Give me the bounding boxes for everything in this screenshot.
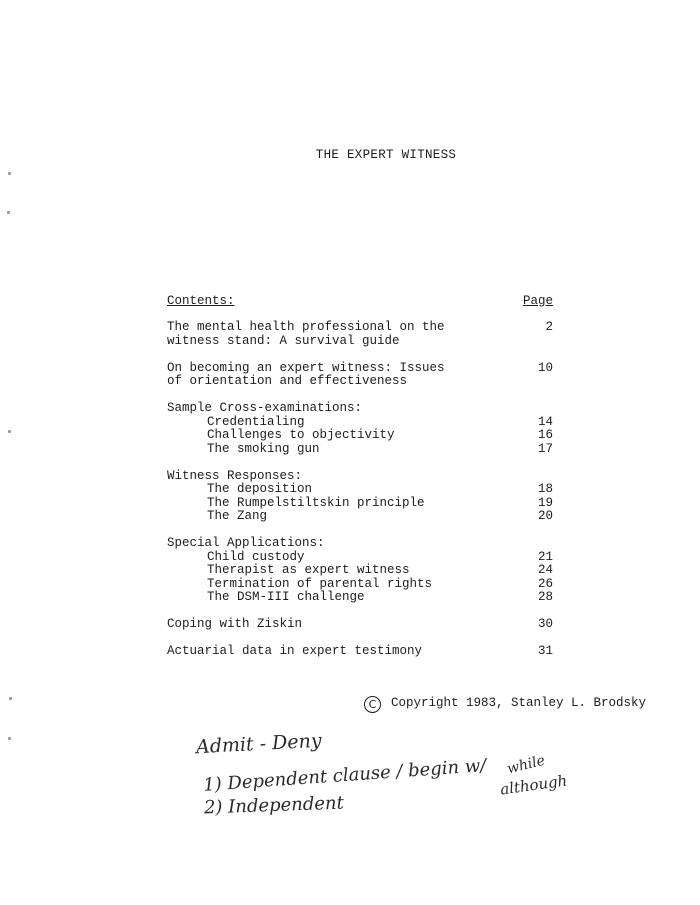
toc-entry: [167, 645, 567, 659]
toc-entry-title: Child custody: [207, 549, 305, 564]
toc-entry-page: 30: [537, 617, 553, 631]
copyright-text: Copyright 1983, Stanley L. Brodsky: [391, 696, 647, 710]
toc-section: [167, 402, 567, 456]
toc-entry-title: Credentialing: [207, 414, 305, 429]
copyright-line: [364, 696, 646, 713]
toc-entry-page: 14: [537, 414, 553, 429]
toc-entry-title: Termination of parental rights: [207, 576, 433, 591]
toc-entry-page: 18: [537, 482, 553, 496]
scan-speck: [7, 211, 10, 214]
toc-entry: [167, 497, 567, 511]
toc-entry-title: Therapist as expert witness: [207, 563, 410, 577]
handwritten-note-line-1: Admit - Deny: [195, 729, 323, 759]
toc-section: [167, 321, 567, 348]
page-column-label: Page: [523, 294, 554, 308]
copyright-icon: C: [364, 696, 381, 713]
toc-entry-title: Actuarial data in expert testimony: [167, 644, 423, 658]
toc-entry-title: The Zang: [207, 509, 268, 523]
toc-entry: [167, 402, 567, 416]
toc-entry-page: 31: [537, 644, 553, 658]
toc-entry-title: of orientation and effectiveness: [167, 374, 408, 388]
scan-speck: [8, 172, 11, 175]
toc-entry: [167, 537, 567, 551]
toc-entry-page: 20: [537, 509, 553, 523]
toc-entry: [167, 578, 567, 592]
toc-entry: [167, 321, 567, 335]
scan-speck: [8, 737, 11, 740]
toc-entry-title: The mental health professional on the: [167, 320, 445, 334]
toc-section: [167, 362, 567, 389]
toc-entry-page: 17: [537, 441, 553, 456]
toc-entry: [167, 362, 567, 376]
toc-entry-page: 21: [537, 549, 553, 564]
toc-entry: [167, 470, 567, 484]
toc-entry-page: 10: [537, 360, 553, 375]
scan-speck: [9, 697, 12, 700]
toc-entry: [167, 510, 567, 524]
toc-entry-page: 28: [537, 590, 553, 604]
toc-entry-title: Challenges to objectivity: [207, 428, 395, 442]
toc-entry: [167, 551, 567, 565]
toc-entry-page: 2: [545, 320, 553, 334]
toc-entry-page: 16: [537, 428, 553, 442]
toc-entry-title: Witness Responses:: [167, 468, 303, 483]
toc-entry-title: witness stand: A survival guide: [167, 333, 400, 348]
toc-section: [167, 537, 567, 605]
toc-entry: [167, 375, 567, 389]
toc-entry-title: The DSM-III challenge: [207, 590, 365, 604]
table-of-contents: [167, 321, 567, 672]
toc-entry: [167, 335, 567, 349]
toc-entry-title: The Rumpelstiltskin principle: [207, 495, 425, 510]
toc-section: [167, 618, 567, 632]
contents-label: Contents:: [167, 294, 235, 308]
toc-entry-title: The smoking gun: [207, 441, 320, 456]
toc-entry-title: Sample Cross-examinations:: [167, 401, 363, 415]
toc-entry-title: Special Applications:: [167, 536, 325, 550]
document-title: THE EXPERT WITNESS: [315, 148, 457, 162]
handwritten-note-line-2: 1) Dependent clause / begin w/: [202, 755, 487, 796]
toc-section: [167, 470, 567, 524]
toc-section: [167, 645, 567, 659]
handwritten-note-while: while: [505, 752, 547, 778]
handwritten-note-although: although: [499, 771, 569, 799]
toc-entry: [167, 618, 567, 632]
toc-entry-page: 24: [537, 563, 553, 577]
toc-entry-page: 19: [537, 495, 553, 510]
toc-entry: [167, 483, 567, 497]
toc-entry: [167, 416, 567, 430]
toc-entry: [167, 443, 567, 457]
toc-entry-title: The deposition: [207, 482, 313, 496]
handwritten-note-line-3: 2) Independent: [203, 792, 345, 819]
toc-entry-page: 26: [537, 576, 553, 591]
toc-entry-title: Coping with Ziskin: [167, 617, 303, 631]
scan-speck: [8, 430, 11, 433]
toc-entry: [167, 429, 567, 443]
toc-entry: [167, 564, 567, 578]
toc-entry-title: On becoming an expert witness: Issues: [167, 360, 445, 375]
toc-entry: [167, 591, 567, 605]
